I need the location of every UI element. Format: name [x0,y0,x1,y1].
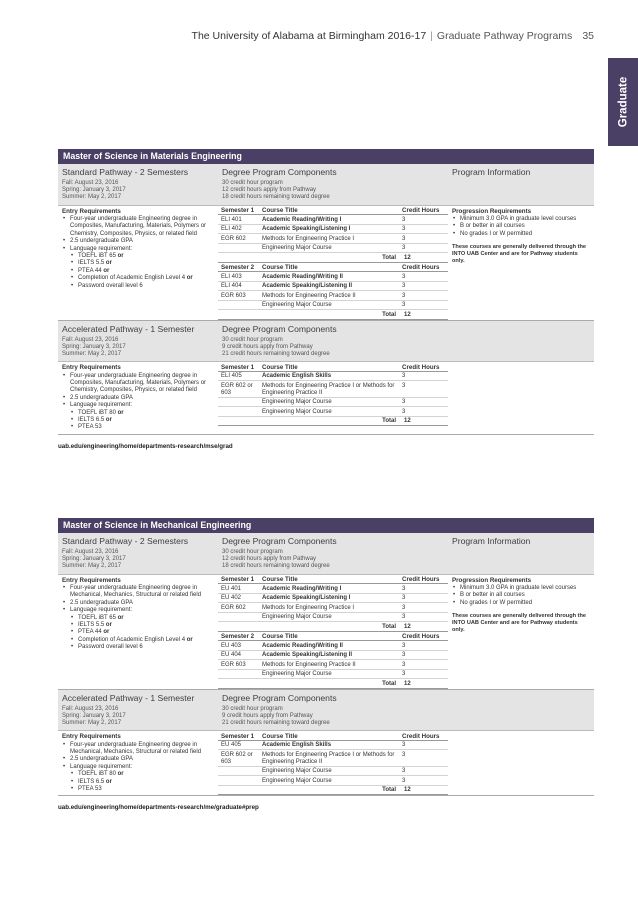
semester-label: Semester 1 [221,732,255,740]
semester-label: Semester 1 [221,363,255,371]
program-information-empty [448,731,594,795]
course-title: Engineering Major Course [262,399,332,406]
component-line: 30 credit hour program [222,180,283,186]
semester-label: Semester 2 [221,633,255,641]
component-line: 12 credit hours apply from Pathway [222,187,317,194]
semester-total-row [218,310,448,320]
pathway-title: Accelerated Pathway - 1 Semester [62,692,195,703]
course-hours: 3 [402,768,406,775]
entry-requirements-label: Entry Requirements [62,576,121,584]
requirement-text: PTEA 44 [78,629,104,636]
pathway-title: Standard Pathway - 2 Semesters [62,167,189,177]
course-row [218,741,448,751]
requirement-text: IELTS 5.5 [78,622,106,629]
course-hours: 3 [402,652,406,659]
entry-requirement-item [62,615,214,622]
course-code: EU 405 [221,742,242,749]
course-row [218,372,448,382]
requirement-text: TOEFL iBT 65 [78,253,118,260]
course-title: Academic Reading/Writing II [262,273,343,280]
program-information [448,164,594,205]
progression-item: • Minimum 3.0 GPA in graduate level courses [452,216,590,223]
component-line: 12 credit hours apply from Pathway [222,556,317,563]
total-label: Total [382,680,396,687]
entry-requirement-item [62,260,214,267]
course-title: Methods for Engineering Practice I or Methods for Engineering Practice II [262,751,395,765]
course-row [218,594,448,604]
degree-components [218,164,448,205]
course-hours: 3 [402,399,406,406]
course-title: Academic Speaking/Listening II [262,652,353,659]
credit-hours-header: Credit Hours [402,264,440,272]
requirement-text: Completion of Academic English Level 4 [78,275,187,282]
course-code: EGR 602 [221,604,246,611]
semester-header-row [218,575,448,585]
entry-requirement-item [62,637,214,644]
entry-requirement-item [62,410,214,417]
degree-components [218,533,448,574]
semester-total-row [218,786,448,796]
requirement-text: Language requirement: [70,402,133,409]
requirement-text: Four-year undergraduate Engineering degree in Composites, Manufacturing, Materials, Polymers or Chemistry, Composites, Physics, or related field [70,372,207,394]
entry-requirements-label: Entry Requirements [62,364,121,372]
components-title: Degree Program Components [222,536,337,546]
progression-item: • No grades I or W permitted [452,600,590,607]
entry-requirement-item [62,742,214,757]
requirement-text: 2.5 undergraduate GPA [70,238,133,245]
course-title-header: Course Title [262,363,298,371]
semester-total-row [218,417,448,427]
course-row [218,613,448,623]
credit-hours-header: Credit Hours [402,576,440,584]
page-number: 35 [582,30,594,42]
component-line: 30 credit hour program [222,336,283,343]
total-value: 12 [404,787,411,794]
entry-requirement-item [62,585,214,600]
entry-requirement-item [62,424,214,431]
side-tab-label: Graduate [617,76,629,128]
requirement-or: or [105,260,112,267]
progression-note: These courses are generally delivered through the INTO UAB Center and are for Pathway students only. [452,244,586,265]
intake-date: Fall: August 23, 2016 [62,336,119,343]
requirement-or: or [117,614,124,621]
intake-date: Fall: August 23, 2016 [62,705,119,712]
course-table [218,575,448,689]
total-value: 12 [404,311,411,318]
entry-requirement-item [62,771,214,778]
component-line: 30 credit hour program [222,549,283,555]
course-row [218,398,448,408]
intake-date: Fall: August 23, 2016 [62,549,119,555]
component-line: 9 credit hours apply from Pathway [222,712,313,719]
progression-item: • B or better in all courses [452,592,590,599]
total-label: Total [382,623,396,630]
requirement-or: or [105,417,112,424]
total-value: 12 [404,680,411,687]
entry-requirements-label: Entry Requirements [62,733,121,741]
component-line: 30 credit hour program [222,705,283,712]
progression-item: • Minimum 3.0 GPA in graduate level courses [452,585,590,592]
page-header [192,30,594,42]
entry-requirement-item [62,246,214,253]
requirement-or: or [186,636,193,643]
requirement-text: IELTS 6.5 [78,778,106,785]
course-code: ELI 402 [221,226,242,233]
intake-date: Fall: August 23, 2016 [62,180,119,186]
course-title: Methods for Engineering Practice I or Methods for Engineering Practice II [262,382,395,396]
requirement-text: Language requirement: [70,245,133,252]
publication-title: The University of Alabama at Birmingham 2016-17 [191,30,427,42]
semester-header-row [218,206,448,216]
course-row [218,381,448,398]
course-hours: 3 [402,245,406,252]
course-row [218,225,448,235]
course-hours: 3 [402,742,406,749]
entry-requirement-item [62,644,214,651]
course-title-header: Course Title [262,264,298,272]
course-code: EU 401 [221,585,242,592]
total-label: Total [382,787,396,794]
total-label: Total [382,311,396,318]
course-hours: 3 [402,595,406,602]
course-hours: 3 [402,283,406,290]
course-hours: 3 [402,373,406,380]
total-label: Total [382,254,396,261]
course-title: Methods for Engineering Practice I [262,604,355,611]
course-code: ELI 405 [221,373,242,380]
requirement-text: PTEA 53 [78,786,102,793]
course-hours: 3 [402,751,406,758]
program-information [448,321,594,362]
semester-total-row [218,679,448,689]
course-title: Engineering Major Course [262,671,332,678]
degree-components [218,690,448,731]
course-title: Engineering Major Course [262,245,332,252]
entry-requirement-item [62,216,214,238]
course-row [218,603,448,613]
course-hours: 3 [402,642,406,649]
course-code: EGR 603 [221,661,246,668]
program-title: Master of Science in Mechanical Engineering [58,518,594,533]
course-code: EGR 602 or 603 [221,382,253,396]
course-row [218,244,448,254]
course-code: ELI 403 [221,273,242,280]
requirement-text: PTEA 44 [78,267,104,274]
entry-requirement-item [62,622,214,629]
pathway-dates [58,690,218,731]
course-title-header: Course Title [262,207,298,215]
entry-requirement-item [62,629,214,636]
component-line: 21 credit hours remaining toward degree [222,351,330,358]
requirement-text: IELTS 6.5 [78,417,106,424]
course-hours: 3 [402,302,406,309]
course-title: Engineering Major Course [262,408,332,415]
components-title: Degree Program Components [222,323,337,334]
course-row [218,272,448,282]
entry-requirements [58,362,218,434]
entry-requirement-item [62,238,214,245]
requirement-or: or [117,409,124,416]
requirement-text: 2.5 undergraduate GPA [70,756,133,763]
course-title: Methods for Engineering Practice II [262,292,356,299]
course-code: EU 404 [221,652,242,659]
pathway-dates [58,164,218,205]
requirement-text: TOEFL iBT 65 [78,614,118,621]
entry-requirements [58,575,218,689]
entry-requirements-list [62,585,214,652]
section-side-tab [608,58,638,146]
semester-label: Semester 1 [221,207,255,215]
course-hours: 3 [402,226,406,233]
pathway-title: Accelerated Pathway - 1 Semester [62,323,195,334]
pathway-dates [58,533,218,574]
course-title: Academic English Skills [262,373,332,380]
requirement-or: or [117,771,124,778]
course-title: Engineering Major Course [262,614,332,621]
course-row [218,641,448,651]
entry-requirement-item [62,756,214,763]
program-information-empty [448,362,594,434]
course-row [218,651,448,661]
entry-requirements-list [62,373,214,432]
accelerated-pathway-header [58,690,594,732]
progression-list [452,216,590,238]
program-materials-engineering [58,149,594,450]
component-line: 21 credit hours remaining toward degree [222,720,330,727]
credit-hours-header: Credit Hours [402,732,440,740]
standard-pathway-body [58,575,594,690]
course-hours: 3 [402,614,406,621]
course-table [218,731,448,795]
course-row [218,282,448,292]
requirement-text: 2.5 undergraduate GPA [70,599,133,606]
course-row [218,291,448,301]
requirement-text: Language requirement: [70,763,133,770]
entry-requirement-item [62,600,214,607]
entry-requirement-item [62,786,214,793]
course-row [218,660,448,670]
requirement-text: Password overall level 6 [78,644,143,651]
intake-date: Summer: May 2, 2017 [62,351,122,358]
semester-label: Semester 2 [221,264,255,272]
component-line: 9 credit hours apply from Pathway [222,343,313,350]
requirement-text: TOEFL iBT 80 [78,771,118,778]
course-hours: 3 [402,604,406,611]
intake-date: Spring: January 3, 2017 [62,556,126,563]
course-hours: 3 [402,235,406,242]
accelerated-pathway-body [58,362,594,435]
requirement-text: Completion of Academic English Level 4 [78,636,187,643]
credit-hours-header: Credit Hours [402,633,440,641]
total-label: Total [382,418,396,425]
semester-label: Semester 1 [221,576,255,584]
intake-date: Summer: May 2, 2017 [62,720,122,727]
pathway-title: Standard Pathway - 2 Semesters [62,536,189,546]
pathway-dates [58,321,218,362]
intake-date: Spring: January 3, 2017 [62,343,126,350]
intake-date: Summer: May 2, 2017 [62,194,122,201]
accelerated-pathway-header [58,321,594,363]
course-title: Engineering Major Course [262,768,332,775]
entry-requirements-list [62,216,214,290]
course-row [218,776,448,786]
course-code: EGR 603 [221,292,246,299]
entry-requirement-item [62,373,214,395]
program-information [448,690,594,731]
requirement-or: or [117,253,124,260]
course-title: Academic Reading/Writing I [262,585,342,592]
intake-date: Spring: January 3, 2017 [62,712,126,719]
standard-pathway-body [58,206,594,321]
course-hours: 3 [402,216,406,223]
entry-requirements [58,206,218,320]
semester-header-row [218,263,448,273]
course-hours: 3 [402,408,406,415]
intake-date: Spring: January 3, 2017 [62,187,126,194]
course-title: Academic Reading/Writing II [262,642,343,649]
course-row [218,407,448,417]
standard-pathway-header [58,164,594,206]
component-line: 18 credit hours remaining toward degree [222,563,330,570]
course-code: EU 402 [221,595,242,602]
course-title: Engineering Major Course [262,777,332,784]
course-hours: 3 [402,273,406,280]
course-code: EU 403 [221,642,242,649]
program-information-title: Program Information [452,167,531,177]
intake-date: Summer: May 2, 2017 [62,563,122,570]
course-row [218,234,448,244]
requirement-text: Language requirement: [70,607,133,614]
course-row [218,301,448,311]
requirement-text: Four-year undergraduate Engineering degree in Mechanical, Mechanics, Structural or related field [70,741,202,756]
course-row [218,767,448,777]
course-title: Academic Speaking/Listening I [262,226,351,233]
course-hours: 3 [402,292,406,299]
course-table [218,206,448,320]
progression-item: • No grades I or W permitted [452,231,590,238]
course-title: Academic Speaking/Listening II [262,283,353,290]
progression-requirements [448,206,594,320]
entry-requirement-item [62,275,214,282]
progression-label: Progression Requirements [452,576,532,584]
progression-item: • B or better in all courses [452,223,590,230]
program-url: uab.edu/engineering/home/departments-research/mse/grad [58,442,233,450]
course-row [218,670,448,680]
course-hours: 3 [402,661,406,668]
course-row [218,584,448,594]
course-title: Academic Speaking/Listening I [262,595,351,602]
requirement-or: or [105,778,112,785]
entry-requirement-item [62,417,214,424]
course-hours: 3 [402,671,406,678]
requirement-text: TOEFL iBT 80 [78,409,118,416]
course-title: Methods for Engineering Practice II [262,661,356,668]
requirement-or: or [105,622,112,629]
semester-header-row [218,362,448,372]
course-title: Engineering Major Course [262,302,332,309]
course-title: Academic Reading/Writing I [262,216,342,223]
credit-hours-header: Credit Hours [402,207,440,215]
progression-label: Progression Requirements [452,207,532,215]
course-code: EGR 602 or 603 [221,751,253,765]
degree-components [218,321,448,362]
progression-note: These courses are generally delivered through the INTO UAB Center and are for Pathway students only. [452,613,586,634]
course-hours: 3 [402,585,406,592]
entry-requirements-list [62,742,214,794]
entry-requirement-item [62,779,214,786]
course-title-header: Course Title [262,576,298,584]
requirement-text: Four-year undergraduate Engineering degree in Composites, Manufacturing, Materials, Polymers or Chemistry, Composites, Physics, or related field [70,216,207,237]
semester-total-row [218,253,448,263]
progression-requirements [448,575,594,689]
program-url: uab.edu/engineering/home/departments-research/me/graduate#prep [58,804,259,812]
entry-requirement-item [62,268,214,275]
entry-requirement-item [62,402,214,409]
requirement-text: 2.5 undergraduate GPA [70,394,133,401]
course-title-header: Course Title [262,633,298,641]
credit-hours-header: Credit Hours [402,363,440,371]
course-hours: 3 [402,777,406,784]
entry-requirement-item [62,607,214,614]
total-value: 12 [404,418,411,425]
course-table [218,362,448,434]
program-information-title: Program Information [452,536,531,546]
course-row [218,750,448,767]
semester-header-row [218,731,448,741]
requirement-or: or [103,629,110,636]
course-title: Academic English Skills [262,742,332,749]
components-title: Degree Program Components [222,692,337,703]
section-title: Graduate Pathway Programs [436,30,573,42]
program-title: Master of Science in Materials Engineering [58,149,594,164]
requirement-or: or [186,275,193,282]
requirement-or: or [103,267,110,274]
entry-requirements [58,731,218,795]
components-title: Degree Program Components [222,167,337,177]
program-information [448,533,594,574]
accelerated-pathway-body [58,731,594,796]
entry-requirement-item [62,253,214,260]
course-title: Methods for Engineering Practice I [262,235,355,242]
requirement-text: PTEA 53 [78,424,102,431]
semester-header-row [218,632,448,642]
total-value: 12 [404,623,411,630]
standard-pathway-header [58,533,594,575]
course-hours: 3 [402,382,406,389]
header-separator: | [430,30,433,42]
course-row [218,215,448,225]
entry-requirement-item [62,395,214,402]
program-mechanical-engineering [58,518,594,811]
course-code: ELI 404 [221,283,242,290]
course-code: ELI 401 [221,216,242,223]
semester-total-row [218,622,448,632]
requirement-text: Four-year undergraduate Engineering degree in Mechanical, Mechanics, Structural or related field [70,585,202,599]
entry-requirement-item [62,764,214,771]
entry-requirement-item [62,283,214,290]
component-line: 18 credit hours remaining toward degree [222,194,330,201]
requirement-text: Password overall level 6 [78,282,143,289]
requirement-text: IELTS 5.5 [78,260,106,267]
entry-requirements-label: Entry Requirements [62,207,121,215]
course-code: EGR 602 [221,235,246,242]
progression-list [452,585,590,607]
course-title-header: Course Title [262,732,298,740]
total-value: 12 [404,254,411,261]
